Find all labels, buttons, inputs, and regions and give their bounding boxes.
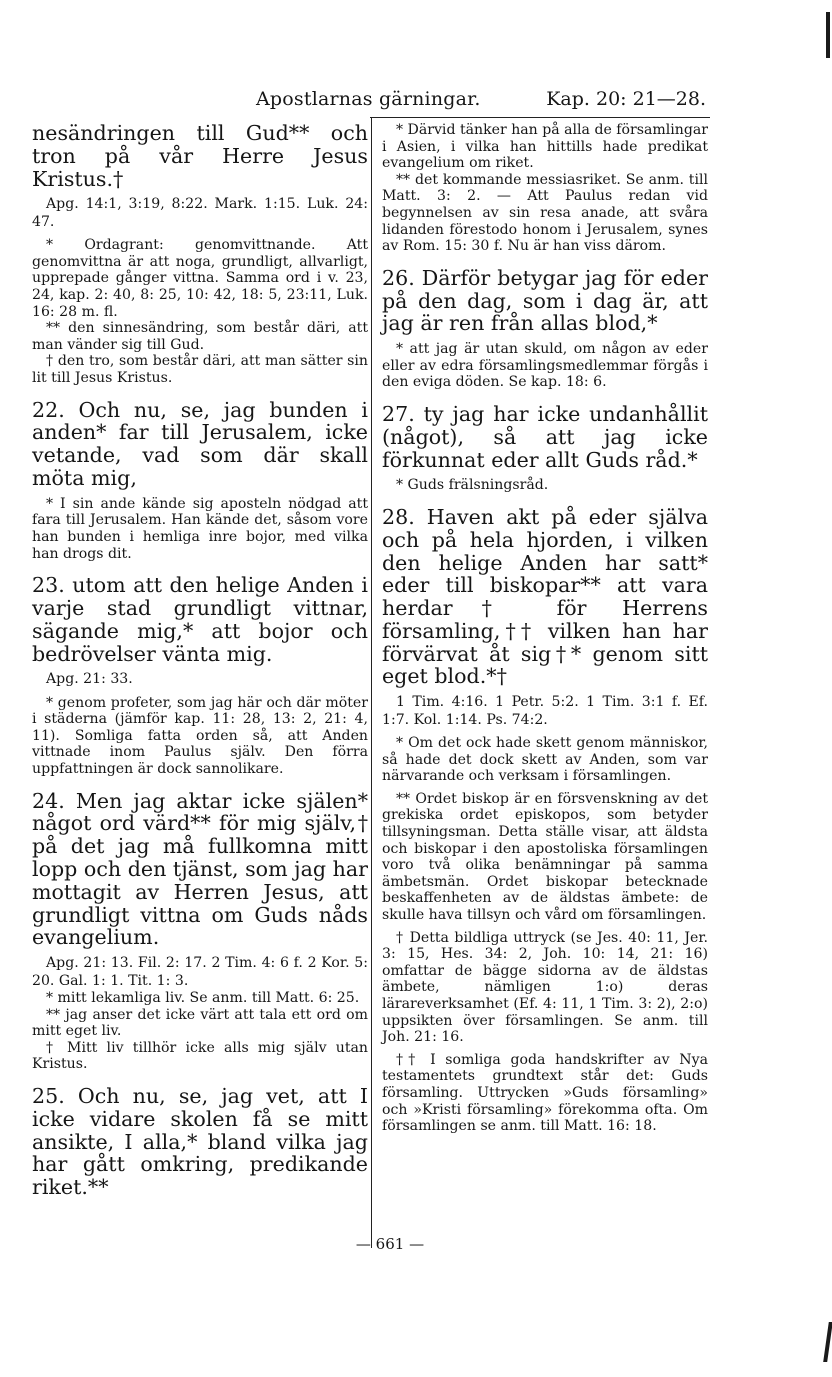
cross-references: Apg. 21: 13. Fil. 2: 17. 2 Tim. 4: 6 f. 2 Kor. 5: 20. Gal. 1: 1. Tit. 1: 3. (32, 955, 368, 989)
left-column (32, 122, 368, 1199)
cross-references: Apg. 21: 33. (46, 671, 133, 688)
footnote: ** den sinnesändring, som består däri, att man vänder sig till Gud. (32, 320, 368, 353)
footnote: * Därvid tänker han på alla de församlingar i Asien, i vilka han hittills hade predikat evangelium om riket. (382, 122, 708, 172)
running-header (256, 86, 706, 116)
book-title: Apostlarnas gärningar. (256, 88, 481, 110)
verse-25: 25. Och nu, se, jag vet, att I icke vidare skolen få se mitt ansikte, I alla,* bland vilka jag har gått omkring, predikande riket.** (32, 1084, 368, 1200)
verse-24: 24. Men jag aktar icke själen* något ord värd** för mig själv,† på det jag må fullkomna mitt lopp och den tjänst, som jag har mottagit av Herren Jesus, att grundligt vittna om Guds nåds evangelium. (32, 788, 368, 950)
verse-28: 28. Haven akt på eder själva och på hela hjorden, i vilken den helige Anden har satt* eder till biskopar** att vara herdar† för Herrens församling,†† vilken han har förvärvat åt sig†* genom sitt eget blod.*† (382, 504, 708, 689)
verse-22: 22. Och nu, se, jag bunden i anden* far till Jerusalem, icke vetande, vad som där skall möta mig, (32, 397, 368, 490)
footnote: † den tro, som består däri, att man sätter sin lit till Jesus Kristus. (32, 353, 368, 386)
footnote: * genom profeter, som jag här och där möter i städerna (jämför kap. 11: 28, 13: 2, 21: 4, 11). Somliga fatta orden så, att Anden vittnade inom Paulus själv. Den förra uppfattningen är dock sannolikare. (32, 694, 368, 778)
footnote: † Detta bildliga uttryck (se Jes. 40: 11, Jer. 3: 15, Hes. 34: 2, Joh. 10: 14, 21: 16) omfattar de bägge sidorna av de äldstas ämbete, nämligen 1:o) deras lärareverksamhet (Ef. 4: 11, 1 Tim. 3: 2), 2:o) uppsikten över församlingen. Se anm. till Joh. 21: 16. (382, 929, 708, 1046)
footnote: * mitt lekamliga liv. Se anm. till Matt. 6: 25. (46, 990, 360, 1007)
footnote: † Mitt liv tillhör icke alls mig själv utan Kristus. (32, 1039, 368, 1073)
chapter-reference: Kap. 20: 21—28. (546, 88, 706, 110)
verse-21-end: nesändringen till Gud** och tron på vår Herre Jesus Kristus.† (32, 121, 368, 191)
footnote: * I sin ande kände sig aposteln nödgad att fara till Jerusalem. Han kände det, såsom vore han bunden i hemliga inre bojor, med vilka han drogs dit. (32, 495, 368, 562)
footnote: ** Ordet biskop är en försvenskning av det grekiska ordet episkopos, som betyder tillsyningsman. Detta ställe visar, att äldsta och biskopar i den apostoliska församlingen voro två olika benämningar på samma ämbetsmän. Ordet biskopar betecknade beskaffenheten av de äldstas ämbete: de skulle hava tillsyn och vård om församlingen. (382, 790, 708, 924)
footnote: * att jag är utan skuld, om någon av eder eller av edra församlingsmedlemmar förgås i den eviga döden. Se kap. 18: 6. (382, 341, 708, 391)
verse-27: 27. ty jag har icke undanhållit (något), så att jag icke förkunnat eder allt Guds råd.* (382, 401, 708, 472)
cross-references: Apg. 14:1, 3:19, 8:22. Mark. 1:15. Luk. 24: 47. (32, 196, 368, 230)
footnote: ** det kommande messiasriket. Se anm. till Matt. 3: 2. — Att Paulus redan vid begynnelsen av sin resa anade, att svåra lidanden förestodo honom i Jerusalem, synes av Rom. 15: 30 f. Nu är han viss därom. (382, 171, 708, 255)
footnote: †† I somliga goda handskrifter av Nya testamentets grundtext står det: Guds församling. Uttrycken »Guds församling» och »Kristi församling» förekomma ofta. Om församlingen se anm. till Matt. 16: 18. (382, 1051, 708, 1135)
footnote: * Ordagrant: genomvittnande. Att genomvittna är att noga, grundligt, allvarligt, upprepade gånger vittna. Samma ord i v. 23, 24, kap. 2: 40, 8: 25, 10: 42, 18: 5, 23:11, Luk. 16: 28 m. fl. (32, 237, 368, 320)
footnote: * Guds frälsningsråd. (396, 477, 549, 494)
column-divider (371, 118, 372, 1248)
footnote: * Om det ock hade skett genom människor, så hade det dock skett av Anden, som var närvarande och verksam i församlingen. (382, 735, 708, 785)
verse-26: 26. Därför betygar jag för eder på den dag, som i dag är, att jag är ren från allas blod,* (382, 265, 708, 336)
page-number: — 661 — (355, 1235, 425, 1253)
right-column (382, 122, 708, 1135)
verse-23: 23. utom att den helige Anden i varje stad grundligt vittnar, sägande mig,* att bojor och bedrövelser vänta mig. (32, 573, 368, 666)
scan-edge-mark (826, 12, 830, 58)
scan-edge-mark (823, 1322, 832, 1362)
cross-references: 1 Tim. 4:16. 1 Petr. 5:2. 1 Tim. 3:1 f. Ef. 1:7. Kol. 1:14. Ps. 74:2. (382, 694, 708, 728)
header-rule (370, 117, 710, 118)
footnote: ** jag anser det icke värt att tala ett ord om mitt eget liv. (32, 1006, 368, 1040)
